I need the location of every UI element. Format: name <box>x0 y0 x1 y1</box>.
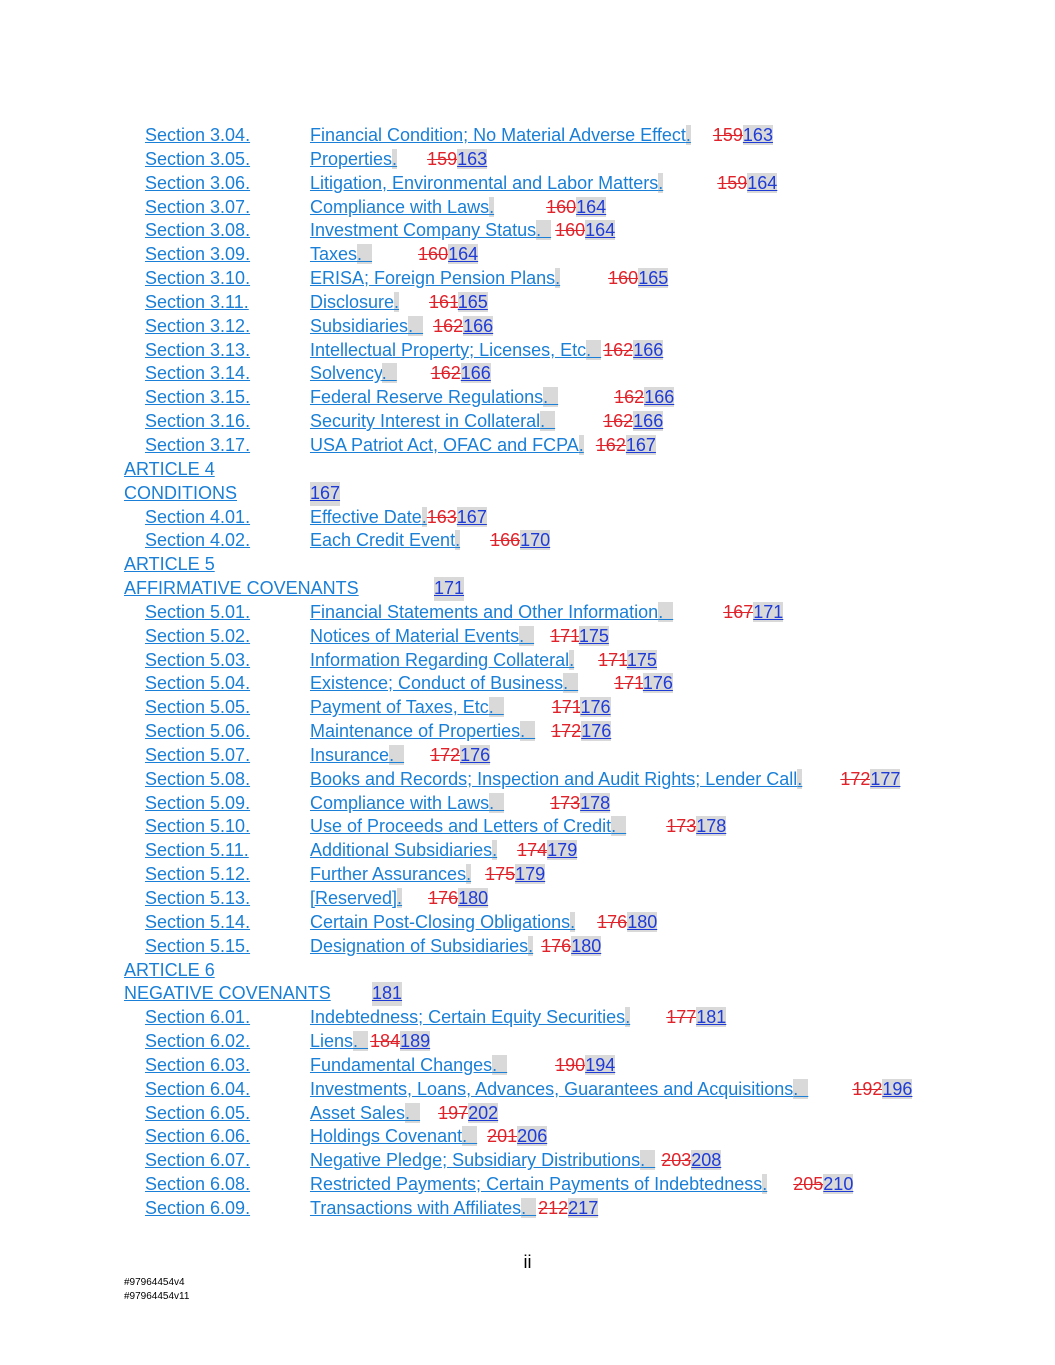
toc-dot-leader: . <box>389 744 405 765</box>
toc-old-page-number: 162 <box>433 315 464 336</box>
toc-entry[interactable] <box>0 434 1055 458</box>
toc-dot-leader: . <box>405 1102 421 1123</box>
toc-section-number[interactable]: Section 6.04. <box>145 1078 251 1099</box>
toc-dot-leader: . <box>540 411 556 432</box>
toc-dot-leader: . <box>658 601 674 622</box>
toc-entry[interactable] <box>0 720 1055 744</box>
toc-entry[interactable] <box>0 744 1055 768</box>
toc-dot-leader: . <box>528 935 534 956</box>
toc-dot-leader: . <box>392 148 398 169</box>
toc-entry[interactable] <box>0 1173 1055 1197</box>
toc-new-page-number[interactable]: 178 <box>696 816 727 837</box>
toc-section-number[interactable]: Section 5.14. <box>145 911 251 932</box>
toc-new-page-number[interactable]: 194 <box>585 1054 616 1075</box>
toc-section-title-group <box>310 625 609 649</box>
toc-new-page-number[interactable]: 180 <box>571 935 602 956</box>
toc-section-number[interactable]: Section 3.13. <box>145 339 251 360</box>
toc-dot-leader: . <box>519 625 535 646</box>
toc-section-number[interactable]: Section 5.12. <box>145 864 251 885</box>
toc-section-title-group <box>310 720 611 744</box>
toc-section-title-group <box>310 291 488 315</box>
toc-new-page-number[interactable]: 165 <box>638 268 669 289</box>
toc-section-title[interactable]: Further Assurances <box>310 864 467 885</box>
toc-entry[interactable] <box>0 625 1055 649</box>
toc-entry[interactable] <box>0 506 1055 530</box>
toc-new-page-number[interactable]: 179 <box>547 840 578 861</box>
toc-section-number[interactable]: Section 3.17. <box>145 434 251 455</box>
toc-dot-leader: . <box>421 506 427 527</box>
toc-dot-leader: . <box>521 1197 537 1218</box>
toc-article-heading[interactable] <box>0 959 1055 983</box>
toc-old-page-number: 175 <box>485 864 516 885</box>
toc-section-title-group <box>310 1149 721 1173</box>
toc-section-title[interactable]: Existence; Conduct of Business <box>310 673 564 694</box>
toc-section-title-group <box>310 219 615 243</box>
toc-new-page-number[interactable]: 176 <box>460 744 491 765</box>
toc-dot-leader: . <box>466 864 472 885</box>
toc-section-number[interactable]: Section 5.02. <box>145 625 251 646</box>
toc-section-number[interactable]: Section 5.03. <box>145 649 251 670</box>
toc-section-number[interactable]: Section 5.06. <box>145 721 251 742</box>
toc-section-number[interactable]: Section 3.14. <box>145 363 251 384</box>
toc-section-number[interactable]: Section 3.11. <box>145 291 249 312</box>
toc-old-page-number: 166 <box>490 530 521 551</box>
toc-section-title-group <box>310 434 656 458</box>
toc-old-page-number: 212 <box>538 1197 569 1218</box>
toc-section-title[interactable]: Holdings Covenant <box>310 1126 463 1147</box>
toc-dot-leader: . <box>640 1150 656 1171</box>
toc-new-page-number[interactable]: 164 <box>747 172 778 193</box>
toc-section-number[interactable]: Section 3.12. <box>145 315 251 336</box>
toc-section-title-group <box>310 506 487 530</box>
toc-old-page-number: 172 <box>840 768 871 789</box>
toc-section-title[interactable]: Use of Proceeds and Letters of Credit <box>310 816 612 837</box>
toc-dot-leader: . <box>563 673 579 694</box>
toc-entry[interactable] <box>0 935 1055 959</box>
toc-article-heading[interactable] <box>0 982 1055 1006</box>
toc-entry[interactable] <box>0 196 1055 220</box>
toc-old-page-number: 176 <box>597 911 628 932</box>
toc-entry[interactable] <box>0 1197 1055 1221</box>
toc-dot-leader: . <box>488 697 504 718</box>
toc-old-page-number: 184 <box>370 1031 401 1052</box>
toc-old-page-number: 190 <box>555 1054 586 1075</box>
toc-old-page-number: 160 <box>608 268 639 289</box>
document-id-new: #97964454v11 <box>124 1291 190 1302</box>
toc-new-page-number[interactable]: 176 <box>642 673 673 694</box>
toc-section-title[interactable]: Transactions with Affiliates <box>310 1197 522 1218</box>
toc-section-number[interactable]: Section 3.06. <box>145 172 251 193</box>
toc-new-page-number[interactable]: 170 <box>520 530 551 551</box>
toc-old-page-number: 161 <box>429 291 458 312</box>
toc-dot-leader: . <box>569 649 575 670</box>
toc-new-page-number[interactable]: 175 <box>578 625 609 646</box>
toc-section-title[interactable]: Designation of Subsidiaries <box>310 935 529 956</box>
toc-section-title[interactable]: ERISA; Foreign Pension Plans <box>310 268 556 289</box>
toc-section-number[interactable]: Section 5.11. <box>145 840 249 861</box>
toc-old-page-number: 203 <box>661 1150 692 1171</box>
toc-section-title-group <box>310 1173 853 1197</box>
toc-section-title[interactable]: Financial Statements and Other Information <box>310 601 659 622</box>
toc-new-page-number[interactable]: 164 <box>448 244 479 265</box>
page-number: ii <box>523 1252 532 1272</box>
toc-section-title-group <box>310 672 673 696</box>
toc-dot-leader: . <box>658 172 664 193</box>
toc-section-title[interactable]: Each Credit Event <box>310 530 456 551</box>
toc-section-number[interactable]: Section 3.09. <box>145 244 251 265</box>
toc-section-title[interactable]: Subsidiaries <box>310 315 409 336</box>
toc-new-page-number[interactable]: 167 <box>456 506 487 527</box>
toc-old-page-number: 171 <box>551 697 581 718</box>
toc-entry[interactable] <box>0 696 1055 720</box>
toc-dot-leader: . <box>685 125 691 145</box>
toc-new-page-number[interactable]: 177 <box>870 768 901 789</box>
toc-section-title-group <box>310 792 610 816</box>
toc-section-title-group <box>310 696 611 720</box>
toc-section-title-group <box>310 649 657 673</box>
toc-section-title-group <box>310 339 663 363</box>
toc-entry[interactable] <box>0 362 1055 386</box>
toc-section-number[interactable]: Section 3.10. <box>145 268 251 289</box>
table-of-contents <box>0 124 1055 1221</box>
toc-section-title[interactable]: [Reserved] <box>310 888 398 908</box>
toc-new-page-number[interactable]: 181 <box>696 1007 727 1028</box>
toc-section-number[interactable]: Section 6.07. <box>145 1150 251 1171</box>
toc-section-title[interactable]: Indebtedness; Certain Equity Securities <box>310 1007 626 1028</box>
toc-new-page-number[interactable]: 166 <box>644 387 675 408</box>
toc-section-title-group <box>310 196 606 220</box>
toc-new-page-number[interactable]: 202 <box>468 1102 499 1123</box>
toc-old-page-number: 160 <box>546 196 577 217</box>
toc-old-page-number: 173 <box>666 816 697 837</box>
toc-article-title[interactable]: NEGATIVE COVENANTS <box>124 983 331 1004</box>
toc-section-title[interactable]: Fundamental Changes <box>310 1054 493 1075</box>
toc-old-page-number: 171 <box>614 673 643 694</box>
toc-old-page-number: 163 <box>426 506 457 527</box>
toc-section-title[interactable]: Investment Company Status <box>310 220 537 241</box>
toc-section-title-group <box>310 935 601 959</box>
toc-new-page-number[interactable]: 166 <box>633 411 664 432</box>
toc-new-page-number[interactable]: 206 <box>517 1126 548 1147</box>
toc-entry[interactable] <box>0 1054 1055 1078</box>
toc-old-page-number: 192 <box>852 1078 883 1099</box>
toc-old-page-number: 172 <box>551 721 582 742</box>
toc-section-number[interactable]: Section 6.05. <box>145 1102 251 1123</box>
toc-new-page-number[interactable]: 180 <box>627 911 658 932</box>
toc-new-page-number[interactable]: 163 <box>457 148 488 169</box>
toc-section-title[interactable]: Certain Post-Closing Obligations <box>310 911 571 932</box>
toc-article-title[interactable]: CONDITIONS <box>124 482 238 503</box>
toc-article-heading[interactable] <box>0 577 1055 601</box>
toc-section-number[interactable]: Section 5.13. <box>145 888 251 908</box>
toc-dot-leader: . <box>492 840 498 861</box>
toc-old-page-number: 173 <box>550 792 581 813</box>
toc-article-heading[interactable] <box>0 553 1055 577</box>
toc-new-page-number[interactable]: 175 <box>626 649 657 670</box>
toc-section-title-group <box>310 1078 912 1102</box>
toc-dot-leader: . <box>543 387 559 408</box>
toc-entry[interactable] <box>0 601 1055 625</box>
toc-section-title[interactable]: Security Interest in Collateral <box>310 411 541 432</box>
toc-section-title[interactable]: Notices of Material Events <box>310 625 520 646</box>
toc-entry[interactable] <box>0 672 1055 696</box>
toc-new-page-number[interactable]: 176 <box>581 721 612 742</box>
toc-entry[interactable] <box>0 1149 1055 1173</box>
toc-section-title-group <box>310 1054 615 1078</box>
toc-section-title[interactable]: Restricted Payments; Certain Payments of Indebtedness <box>310 1174 763 1195</box>
toc-new-page-number[interactable]: 164 <box>576 196 607 217</box>
toc-old-page-number: 159 <box>427 148 458 169</box>
toc-section-title[interactable]: Compliance with Laws <box>310 196 490 217</box>
toc-entry[interactable] <box>0 1006 1055 1030</box>
toc-dot-leader: . <box>408 315 424 336</box>
toc-new-page-number[interactable]: 176 <box>580 697 611 718</box>
toc-entry[interactable] <box>0 1102 1055 1126</box>
toc-section-title-group <box>310 267 668 291</box>
toc-old-page-number: 205 <box>793 1174 824 1195</box>
toc-section-number[interactable]: Section 6.09. <box>145 1197 251 1218</box>
toc-entry[interactable] <box>0 887 1055 911</box>
toc-new-page-number[interactable]: 208 <box>691 1150 722 1171</box>
toc-section-number[interactable]: Section 3.05. <box>145 148 251 169</box>
toc-section-number[interactable]: Section 5.15. <box>145 935 251 956</box>
toc-section-title[interactable]: USA Patriot Act, OFAC and FCPA <box>310 434 579 455</box>
toc-article-number[interactable]: ARTICLE 6 <box>124 959 215 980</box>
toc-dot-leader: . <box>394 291 400 312</box>
toc-section-title-group <box>310 911 657 935</box>
toc-old-page-number: 201 <box>487 1126 518 1147</box>
toc-section-title[interactable]: Taxes <box>310 244 358 265</box>
toc-new-page-number[interactable]: 210 <box>823 1174 854 1195</box>
toc-dot-leader: . <box>625 1007 631 1028</box>
toc-section-title-group <box>310 815 726 839</box>
document-id-old: #97964454v4 <box>124 1277 185 1288</box>
toc-section-title-group <box>310 315 493 339</box>
toc-section-title[interactable]: Investments, Loans, Advances, Guarantees and Acquisitions <box>310 1078 794 1099</box>
toc-entry[interactable] <box>0 243 1055 267</box>
toc-section-title[interactable]: Federal Reserve Regulations <box>310 387 544 408</box>
toc-entry[interactable] <box>0 1125 1055 1149</box>
toc-new-page-number[interactable]: 167 <box>625 434 656 455</box>
toc-new-page-number[interactable]: 166 <box>460 363 491 384</box>
toc-new-page-number[interactable]: 165 <box>457 291 488 312</box>
toc-entry[interactable] <box>0 911 1055 935</box>
toc-section-title[interactable]: Information Regarding Collateral <box>310 649 570 670</box>
toc-entry[interactable] <box>0 1030 1055 1054</box>
toc-dot-leader: . <box>357 244 373 265</box>
toc-old-page-number: 162 <box>595 434 626 455</box>
toc-new-page-number[interactable]: 166 <box>463 315 494 336</box>
toc-old-page-number: 167 <box>723 601 754 622</box>
toc-section-number[interactable]: Section 5.04. <box>145 673 251 694</box>
toc-section-number[interactable]: Section 3.15. <box>145 387 251 408</box>
toc-section-title[interactable]: Maintenance of Properties <box>310 721 521 742</box>
toc-article-heading[interactable] <box>0 482 1055 506</box>
toc-section-title[interactable]: Insurance <box>310 744 390 765</box>
toc-entry[interactable] <box>0 529 1055 553</box>
toc-old-page-number: 159 <box>717 172 748 193</box>
toc-entry[interactable] <box>0 267 1055 291</box>
toc-entry[interactable] <box>0 291 1055 315</box>
toc-section-title[interactable]: Litigation, Environmental and Labor Matters <box>310 172 659 193</box>
toc-section-title-group <box>310 1102 498 1126</box>
toc-new-page-number[interactable]: 167 <box>310 482 340 506</box>
toc-section-title[interactable]: Effective Date <box>310 506 422 527</box>
toc-old-page-number: 159 <box>712 125 743 145</box>
toc-old-page-number: 160 <box>555 220 586 241</box>
toc-new-page-number[interactable]: 164 <box>585 220 616 241</box>
toc-section-title-group <box>310 386 674 410</box>
toc-new-page-number[interactable]: 189 <box>400 1031 431 1052</box>
toc-section-number[interactable]: Section 3.07. <box>145 196 251 217</box>
toc-dot-leader: . <box>762 1174 768 1195</box>
toc-entry[interactable] <box>0 839 1055 863</box>
toc-old-page-number: 176 <box>428 888 459 908</box>
toc-section-number[interactable]: Section 5.07. <box>145 744 251 765</box>
toc-section-title-group <box>310 1030 430 1054</box>
toc-new-page-number[interactable]: 180 <box>458 888 489 908</box>
toc-section-title-group <box>310 863 545 887</box>
toc-section-title-group <box>310 839 577 863</box>
toc-dot-leader: . <box>492 1054 508 1075</box>
toc-section-title[interactable]: Liens <box>310 1031 354 1052</box>
toc-section-title-group <box>310 148 487 172</box>
toc-entry[interactable] <box>0 339 1055 363</box>
toc-new-page-number[interactable]: 178 <box>580 792 611 813</box>
toc-section-title[interactable]: Books and Records; Inspection and Audit Rights; Lender Call <box>310 768 798 789</box>
toc-entry[interactable] <box>0 410 1055 434</box>
toc-section-number[interactable]: Section 3.04. <box>145 125 251 145</box>
toc-section-number[interactable]: Section 5.10. <box>145 816 251 837</box>
toc-entry[interactable] <box>0 124 1055 148</box>
toc-section-title[interactable]: Negative Pledge; Subsidiary Distributions <box>310 1150 641 1171</box>
toc-section-title-group <box>310 744 490 768</box>
toc-section-number[interactable]: Section 3.08. <box>145 220 251 241</box>
toc-section-title[interactable]: Properties <box>310 148 393 169</box>
toc-section-number[interactable]: Section 4.02. <box>145 530 251 551</box>
toc-article-number[interactable]: ARTICLE 4 <box>124 458 215 479</box>
toc-entry[interactable] <box>0 148 1055 172</box>
toc-section-title-group <box>310 243 478 267</box>
toc-entry[interactable] <box>0 172 1055 196</box>
toc-article-number[interactable]: ARTICLE 5 <box>124 554 215 575</box>
toc-section-title[interactable]: Compliance with Laws <box>310 792 490 813</box>
toc-section-title-group <box>310 529 550 553</box>
toc-new-page-number[interactable]: 217 <box>568 1197 599 1218</box>
toc-entry[interactable] <box>0 386 1055 410</box>
toc-new-page-number[interactable]: 179 <box>515 864 546 885</box>
toc-new-page-number[interactable]: 163 <box>742 125 773 145</box>
toc-entry[interactable] <box>0 649 1055 673</box>
toc-dot-leader: . <box>381 363 397 384</box>
toc-section-number[interactable]: Section 4.01. <box>145 506 251 527</box>
toc-old-page-number: 177 <box>666 1007 697 1028</box>
toc-dot-leader: . <box>353 1031 369 1052</box>
toc-entry[interactable] <box>0 768 1055 792</box>
toc-dot-leader: . <box>793 1078 809 1099</box>
toc-entry[interactable] <box>0 815 1055 839</box>
toc-old-page-number: 162 <box>614 387 645 408</box>
toc-section-number[interactable]: Section 5.01. <box>145 601 251 622</box>
toc-section-title-group <box>310 887 488 911</box>
toc-section-title-group <box>310 601 783 625</box>
toc-section-title-group <box>310 124 773 148</box>
toc-section-number[interactable]: Section 5.08. <box>145 768 251 789</box>
toc-dot-leader: . <box>520 721 536 742</box>
toc-old-page-number: 171 <box>550 625 579 646</box>
toc-dot-leader: . <box>455 530 461 551</box>
toc-entry[interactable] <box>0 863 1055 887</box>
toc-section-title[interactable]: Additional Subsidiaries <box>310 840 493 861</box>
toc-section-title[interactable]: Disclosure <box>310 291 395 312</box>
toc-old-page-number: 162 <box>603 411 634 432</box>
toc-dot-leader: . <box>536 220 552 241</box>
toc-entry[interactable] <box>0 1078 1055 1102</box>
toc-section-title-group <box>310 1125 547 1149</box>
toc-entry[interactable] <box>0 315 1055 339</box>
toc-section-title-group <box>310 768 900 792</box>
toc-section-number[interactable]: Section 6.02. <box>145 1031 251 1052</box>
toc-section-title-group <box>310 1197 598 1221</box>
toc-old-page-number: 197 <box>438 1102 469 1123</box>
toc-section-title[interactable]: Solvency <box>310 363 382 384</box>
toc-dot-leader: . <box>489 792 505 813</box>
toc-article-title[interactable]: AFFIRMATIVE COVENANTS <box>124 578 359 599</box>
toc-section-number[interactable]: Section 6.08. <box>145 1174 251 1195</box>
toc-old-page-number: 172 <box>430 744 461 765</box>
toc-section-number[interactable]: Section 6.01. <box>145 1007 251 1028</box>
toc-dot-leader: . <box>489 196 495 217</box>
toc-section-title-group <box>310 362 491 386</box>
toc-section-number[interactable]: Section 6.06. <box>145 1126 251 1147</box>
toc-article-heading[interactable] <box>0 458 1055 482</box>
toc-new-page-number[interactable]: 166 <box>633 339 664 360</box>
toc-old-page-number: 162 <box>430 363 461 384</box>
toc-section-number[interactable]: Section 3.16. <box>145 411 251 432</box>
toc-section-number[interactable]: Section 6.03. <box>145 1054 251 1075</box>
toc-dot-leader: . <box>555 268 561 289</box>
toc-old-page-number: 176 <box>541 935 572 956</box>
toc-new-page-number[interactable]: 181 <box>372 982 402 1006</box>
toc-section-number[interactable]: Section 5.05. <box>145 697 251 718</box>
toc-dot-leader: . <box>611 816 627 837</box>
toc-old-page-number: 162 <box>603 339 634 360</box>
toc-entry[interactable] <box>0 792 1055 816</box>
toc-section-number[interactable]: Section 5.09. <box>145 792 251 813</box>
toc-dot-leader: . <box>397 888 403 908</box>
toc-dot-leader: . <box>586 339 602 360</box>
toc-entry[interactable] <box>0 219 1055 243</box>
toc-section-title-group <box>310 172 777 196</box>
toc-old-page-number: 171 <box>598 649 627 670</box>
toc-section-title[interactable]: Payment of Taxes, Etc <box>310 697 489 718</box>
toc-section-title-group <box>310 410 663 434</box>
toc-dot-leader: . <box>570 911 576 932</box>
toc-section-title[interactable]: Intellectual Property; Licenses, Etc <box>310 339 587 360</box>
toc-dot-leader: . <box>797 768 803 789</box>
toc-dot-leader: . <box>462 1126 478 1147</box>
toc-section-title[interactable]: Asset Sales <box>310 1102 406 1123</box>
toc-new-page-number[interactable]: 196 <box>882 1078 913 1099</box>
toc-old-page-number: 160 <box>418 244 449 265</box>
toc-section-title[interactable]: Financial Condition; No Material Adverse Effect <box>310 125 686 145</box>
toc-new-page-number[interactable]: 171 <box>434 577 464 601</box>
toc-old-page-number: 174 <box>517 840 548 861</box>
toc-new-page-number[interactable]: 171 <box>753 601 784 622</box>
toc-section-title-group <box>310 1006 726 1030</box>
toc-dot-leader: . <box>578 434 584 455</box>
